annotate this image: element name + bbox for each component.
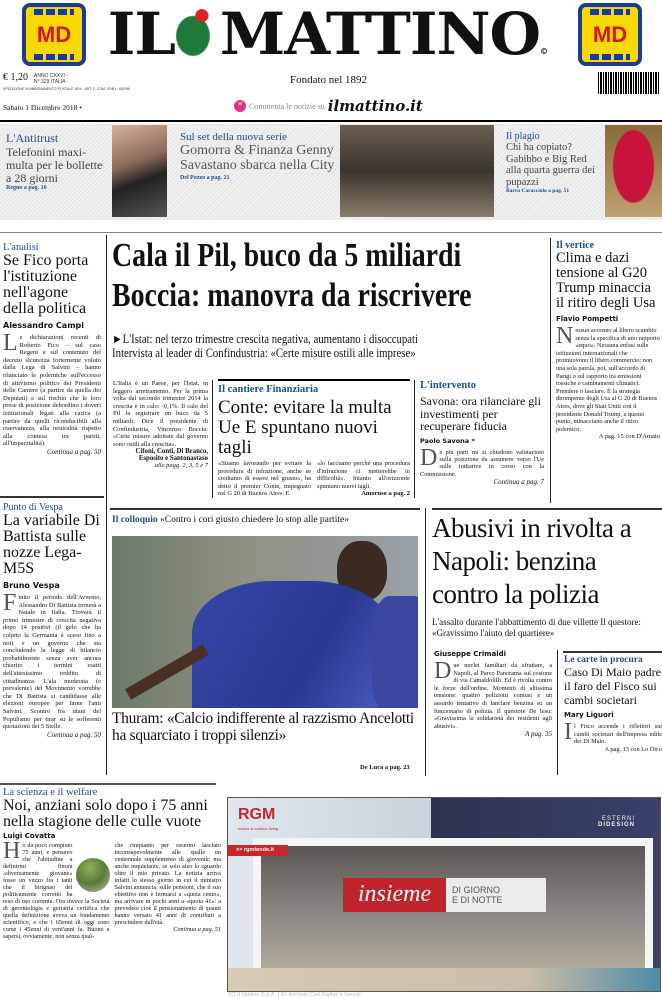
column-rule: [557, 650, 558, 775]
column-rule: [425, 508, 426, 776]
scienza-article[interactable]: La scienza e il welfare Noi, anziani solo dopo i 75 anni nella stagione delle culle vuote Luigi Covatta Ho da poco compiuto 75 anni, e pensavo che l'abitudine a definirmi finora «diversamente giovane» fosse un vezzo fra i tanti che il birignao del politicamente corretto ha reso di uso corrente. Ora invece la Società di gerontologia e geriatria certifica che quella definizione aveva un fondamento scientifico, e che i 65enni di oggi sono come i 45enni di vent'anni fa. Buono a sapersi, ovviamente, non senza qual- che rimpianto per essermi lasciato inconsapevolmente alle spalle un ventennale supplemento di gioventù: ma anche inquietante, se solo alzo lo sguardo oltre il mio privato. La notizia arriva infatti lo stesso giorno in cui il ministro Salvini annuncia, sulle pensioni, che il suo obiettivo non è fermarsi a «quota cento», ma arrivare in pochi anni a «quota 41»: a prevedere cioè il pensionamento di quanti hanno versato 41 anni di contributi a prescindere dall'età. Continua a pag. 51: [3, 787, 221, 940]
vertice-article[interactable]: Il vertice Clima e dazi tensione al G20 Trump minaccia il ritiro degli Usa Flavio Pompetti Nessun accenno al libero scambio senza la specifica di uno rapporto «equo». Nessuna enfasi sulle istituzioni internazionali che promuovono il libero commercio; non una sola parola, poi, sull'accordo di Parigi o sul rapporto tra emissioni tossiche e cambiamenti climatici. Prendere o lasciare. È la strategia dirompente degli Usa al G 20 di Buenos Aires, dove gli Stati Uniti con il presidente Donald Trump, a questo punto, minacciano anche il ritiro polemico. A pag. 15 con D'Amato: [556, 240, 660, 441]
puppet-photo: [605, 125, 662, 217]
footer-credit: (C) Il Mattino S.p.A. | ID: Archivio Ced Digitali e Servizi: [228, 992, 361, 998]
teaser-antitrust[interactable]: L'Antitrust Telefonini maxi-multa per le bollette a 28 giorni Regno a pag. 16: [6, 131, 103, 191]
md-ad-left[interactable]: [22, 3, 86, 66]
comment-banner[interactable]: ❝ Commenta le notizie su ilmattino.it: [234, 97, 423, 115]
rgm-logo: RGM: [238, 806, 276, 823]
analisi-article[interactable]: L'analisi Se Fico porta l'istituzione nell'agone della politica Alessandro Campi Le dichiarazioni recenti di Roberto Fico – sul caso Regeni e sul contenuto del decreto sicurezza fortemente voluto dalla Lega di Salvini – hanno rilanciato le polemiche sull'eccesso di attivismo politico dei Presidenti delle Camere (a partire da quella dei Deputati) e sul rischio che le loro prese di posizione debordino i doveri istituzionali legati alla carica (a partire da quelli riconducibili alla riservatezza, alla neutralità rispetto alla contesa tra partiti, all'imparzialità). Continua a pag. 50: [3, 242, 101, 456]
ad-design-label: ESTERNI DIDESIGN: [598, 816, 636, 828]
lead-subheads: ►L'Istat: nel terzo trimestre crescita negativa, aumentano i disoccupati Intervista al leader di Confindustria: «Certe misure ostili alle imprese»: [112, 332, 418, 360]
rgm-url[interactable]: >> rgmtende.it: [228, 845, 288, 856]
postal-info: SPEDIZIONE IN ABBONAMENTO POSTALE 45% - ART. 2, COM. 20/B L. 662/96: [3, 87, 130, 91]
colloquio-ref: De Luca a pag. 23: [360, 764, 410, 771]
abusivi-article[interactable]: Giuseppe Crimaldi Due nuclei familiari da sfrattare, a Napoli, al Parco Panorama sul costone di via Camaldolilli. Ed è rivolta contro le forze dell'ordine. Momenti di altissima tensione: quattro poliziotti contusi e un assurdo tentativo di lanciare benzina su un funzionario di polizia. Il questore De Iesu: «Gravissima la solidarietà dei residenti agli abusivi». A pag. 35: [434, 650, 552, 739]
teaser-gomorra[interactable]: Sul set della nuova serie Gomorra & Finanza Genny Savastano sbarca nella City Del Pozzo a pag. 21: [180, 131, 335, 181]
divider: [0, 783, 216, 785]
barcode: [598, 72, 660, 94]
divider: [0, 232, 662, 233]
column-rule: [106, 235, 107, 775]
md-ad-right[interactable]: [578, 3, 642, 66]
intervento-article[interactable]: L'intervento Savona: ora rilanciare gli investimenti per recuperare fiducia Paolo Savona * Da più parti mi si chiedono valutazioni sulla posizione da assumere verso l'Ue sulle trattative in corso con la Commissione. Continua a pag. 7: [420, 380, 544, 487]
rooster-icon: [175, 4, 220, 62]
rgm-ad[interactable]: [227, 797, 661, 992]
divider: [432, 508, 662, 510]
gomorra-photo: [340, 125, 494, 217]
ad-slogan: insieme: [343, 878, 446, 912]
abusivi-headline[interactable]: Abusivi in rivolta a Napoli: benzina contro la polizia: [432, 513, 632, 609]
elderly-photo: [76, 858, 110, 892]
teaser-plagio[interactable]: Il plagio Chi ha copiato? Gabibbo e Big Red alla quarta guerra dei pupazzi Barra Caracciolo a pag. 51: [506, 131, 595, 194]
colloquio-kicker: Il colloquio «Contro i cori giusto chiedere lo stop alle partite»: [112, 515, 349, 525]
rgm-sub: Indoor & outdoor living: [238, 826, 279, 831]
phone-photo: [112, 125, 167, 217]
issue-date: Sabato 1 Dicembre 2018 •: [3, 103, 82, 112]
vespa-article[interactable]: Punto di Vespa La variabile Di Battista sulle nozze Lega-M5S Bruno Vespa Finito il periodo dell'Avvento, Alessandro Di Battista tornerà a Natale in Italia. Troverà il primo trimestre di crescita negativa dopo 14 positivi (il gelo che ha colpito la Germania è sceso fino a noi) e un governo che sta concludendo la legge di bilancio probabilmente senza aver ancora chiarito i termini esatti dell'attesissimo reddito di cittadinanza. L'ala moderata (e prevalente) del Movimento vorrebbe che Di Battista si candidasse alle elezioni europee per farne l'anti Salvini. Scontro fra titani del Populismo per tirar su le sofferenti quotazioni dei 5 Stelle. Continua a pag. 50: [3, 502, 101, 739]
masthead-logo: IL MATTINO©: [107, 0, 548, 68]
price: € 1,20: [3, 72, 28, 83]
md-logo-text: MD: [36, 21, 72, 47]
column-rule: [414, 380, 415, 498]
issue-number: ANNO CXXVI - N° 329 ITALIA: [34, 73, 68, 85]
lead-body[interactable]: L'Italia è un Paese, per l'Istat, in leggero arretramento. Per la prima volta dal secondo trimestre 2014 la crescita è in calo: -0,1%. Il calo del Pil fa registrare un buco da 5 miliardi. Dice il presidente di Confindustria, Vincenzo Boccia: «Certe misure adottate dal governo sono ostili alla crescita». Cifoni, Conti, Di Branco, Esposito e Santonastaso alle pagg. 2, 3, 5 e 7: [113, 380, 208, 470]
ad-tagline: DI GIORNO E DI NOTTE: [446, 878, 546, 912]
thuram-photo: [112, 536, 418, 708]
thuram-headline[interactable]: Thuram: «Calcio indifferente al razzismo Ancelotti ha squarciato i troppi silenzi»: [112, 710, 414, 744]
cantiere-article[interactable]: Il cantiere Finanziaria Conte: evitare la multa Ue E spuntano nuovi tagli «Stiamo lavorando per evitare la procedura di infrazione, anche se crediamo di essere nel giusto», ha detto il premier Conte, impegnato nel G 20 di Buenos Aires. E «lo facciamo perché una procedura d'infrazione ci metterebbe in difficoltà». Intanto all'orizzonte spuntano nuovi tagli. Amoruso a pag. 2: [218, 384, 410, 498]
divider: [0, 496, 104, 498]
divider: [110, 508, 420, 510]
divider: [563, 651, 662, 653]
site-link[interactable]: ilmattino.it: [327, 97, 423, 115]
divider: [0, 120, 662, 122]
md-logo-text: MD: [592, 21, 628, 47]
lead-headline[interactable]: Cala il Pil, buco da 5 miliardi Boccia: manovra da riscrivere: [112, 237, 472, 314]
procura-article[interactable]: Le carte in procura Caso Di Maio padre il faro del Fisco sui cambi societari Mary Liguori Il Fisco accende i riflettori sui cambi societari dell'impresa edile dei Di Maio. A pag. 13 con Lo Dico: [564, 655, 662, 753]
comment-icon: ❝: [234, 100, 246, 112]
divider: [218, 379, 410, 381]
column-rule: [212, 380, 213, 498]
founded: Fondato nel 1892: [290, 74, 367, 86]
abusivi-sub: L'assalto durante l'abbattimento di due villette Il questore: «Gravissimo l'aiuto del quartiere»: [432, 617, 641, 638]
column-rule: [550, 238, 551, 503]
